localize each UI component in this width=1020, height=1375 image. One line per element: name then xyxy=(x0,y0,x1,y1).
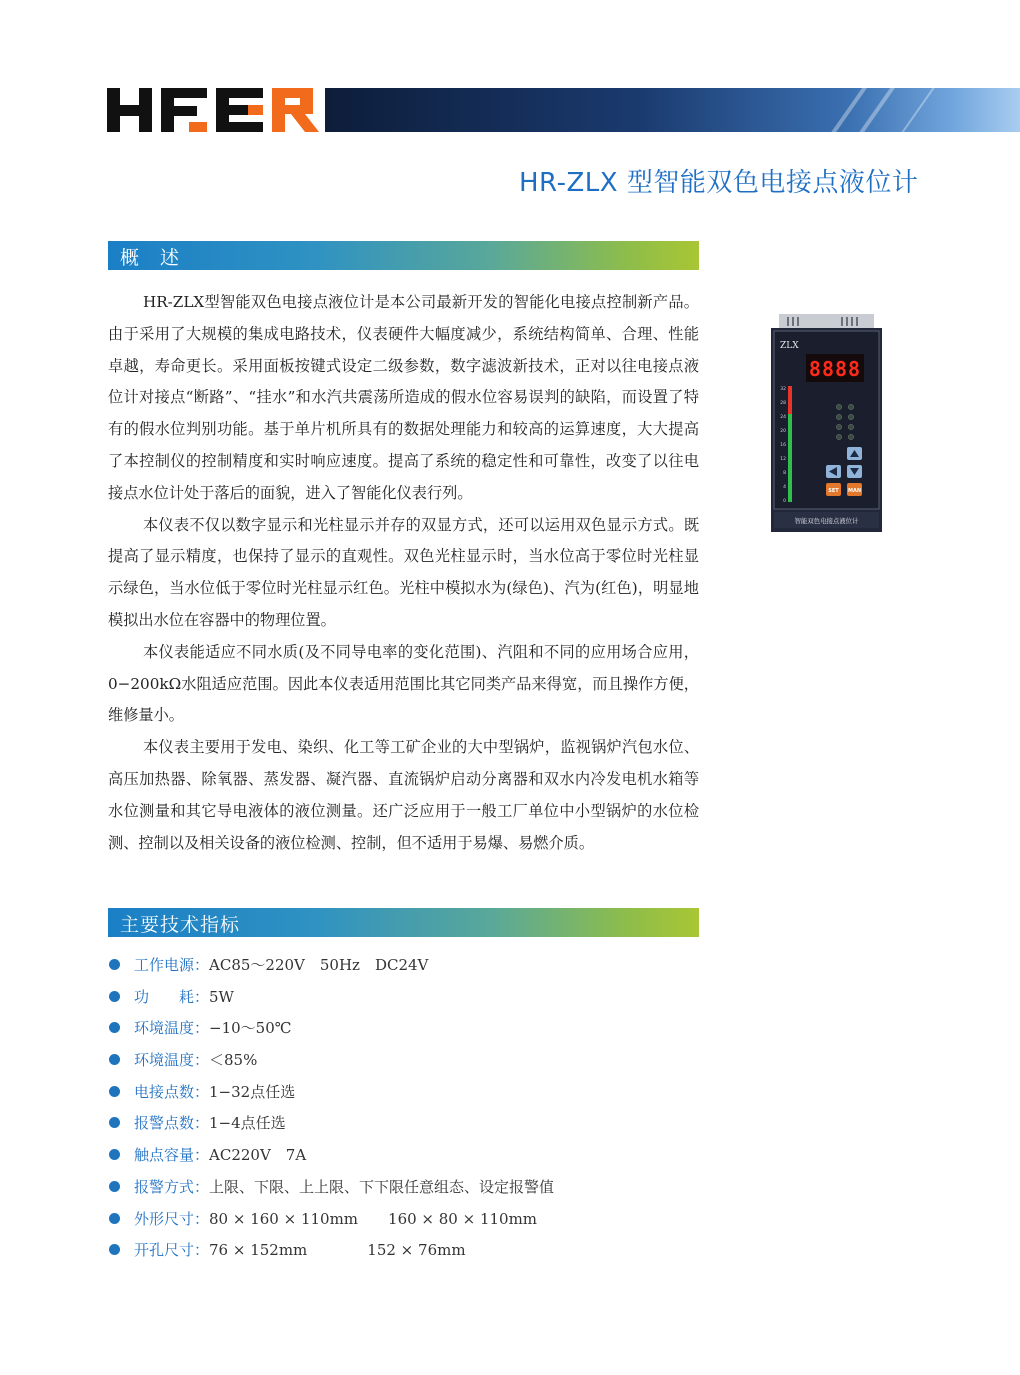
led-display: 8888 xyxy=(808,357,862,381)
overview-heading: 概 述 xyxy=(120,247,181,269)
spec-key: 环境温度： xyxy=(134,1019,210,1038)
spec-item xyxy=(108,1080,708,1112)
specs-section-header xyxy=(108,908,699,937)
overview-paragraph: 本仪表主要用于发电、染织、化工等工矿企业的大中型锅炉，监视锅炉汽包水位、高压加热器、除氧器、蒸发器、凝汽器、直流锅炉启动分离器和双水内冷发电机水箱等水位测量和其它导电液体的液位测量。还广泛应用于一般工厂单位中小型锅炉的水位检测、控制以及相关设备的液位检测、控制，但不适用于易爆、易燃介质。 xyxy=(108,738,699,852)
spec-item xyxy=(108,1238,708,1270)
hfer-logo xyxy=(105,86,323,134)
bullet-icon xyxy=(109,959,120,970)
spec-value: AC220V 7A xyxy=(209,1146,307,1165)
header-banner xyxy=(325,88,1020,132)
bullet-icon xyxy=(109,1117,120,1128)
spec-list xyxy=(108,953,708,1270)
spec-item xyxy=(108,1143,708,1175)
spec-value: AC85～220V 50Hz DC24V xyxy=(209,956,429,974)
bullet-icon xyxy=(109,1022,120,1033)
spec-value: 1−32点任选 xyxy=(209,1082,296,1101)
overview-paragraph: HR-ZLX型智能双色电接点液位计是本公司最新开发的智能化电接点控制新产品。由于采用了大规模的集成电路技术，仪表硬件大幅度减少，系统结构简单、合理、性能卓越，寿命更长。采用面板按键式设定二级参数，数字滤波新技术，正对以往电接点液位计对接点“断路”、“挂水”和水汽共震荡所造成的假水位容易误判的缺陷，而设置了特有的假水位判别功能。基于单片机所具有的数据处理能力和较高的运算速度，大大提高了本控制仪的控制精度和实时响应速度。提高了系统的稳定性和可靠性，改变了以往电接点水位计处于落后的面貌，进入了智能化仪表行列。 xyxy=(108,293,699,502)
spec-value: 76 × 152mm 152 × 76mm xyxy=(209,1241,466,1260)
spec-value: ＜85% xyxy=(209,1051,258,1070)
overview-paragraph: 本仪表不仅以数字显示和光柱显示并存的双显方式，还可以运用双色显示方式。既提高了显示精度，也保持了显示的直观性。双色光柱显示时，当水位高于零位时光柱显示绿色，当水位低于零位时光柱显示红色。光柱中模拟水为(绿色)、汽为(红色)，明显地模拟出水位在容器中的物理位置。 xyxy=(108,515,699,629)
spec-key: 报警点数： xyxy=(134,1114,210,1133)
spec-item xyxy=(108,953,708,985)
bullet-icon xyxy=(109,1244,120,1255)
bullet-icon xyxy=(109,1086,120,1097)
spec-item xyxy=(108,985,708,1017)
spec-value: −10～50℃ xyxy=(209,1019,292,1038)
spec-item xyxy=(108,1207,708,1239)
device-model-label: ZLX xyxy=(780,341,799,351)
bullet-icon xyxy=(109,1213,120,1224)
spec-key: 电接点数： xyxy=(134,1082,210,1101)
spec-key: 开孔尺寸： xyxy=(134,1241,210,1260)
overview-section-header xyxy=(108,241,699,270)
product-title: HR-ZLX 型智能双色电接点液位计 xyxy=(519,168,919,198)
scale-label: 20 xyxy=(780,429,786,434)
spec-key: 工作电源： xyxy=(134,956,210,974)
overview-body xyxy=(108,287,699,859)
scale-label: 8 xyxy=(783,471,786,476)
set-button-label: SET xyxy=(828,488,839,494)
bullet-icon xyxy=(109,1149,120,1160)
scale-label: 28 xyxy=(780,401,786,406)
spec-item xyxy=(108,1048,708,1080)
specs-heading: 主要技术指标 xyxy=(120,914,241,936)
bullet-icon xyxy=(109,991,120,1002)
spec-key: 报警方式： xyxy=(134,1177,210,1196)
device-image xyxy=(771,314,882,532)
spec-value: 80 × 160 × 110mm 160 × 80 × 110mm xyxy=(209,1209,538,1228)
man-button-label: MAN xyxy=(847,488,862,494)
scale-label: 24 xyxy=(780,415,786,420)
spec-item xyxy=(108,1175,708,1207)
spec-item xyxy=(108,1111,708,1143)
overview-paragraph: 本仪表能适应不同水质(及不同导电率的变化范围)、汽阻和不同的应用场合应用，0−200kΩ水阻适应范围。因此本仪表适用范围比其它同类产品来得宽，而且操作方便，维修量小。 xyxy=(108,642,699,725)
spec-key: 环境温度： xyxy=(134,1051,210,1070)
spec-item xyxy=(108,1016,708,1048)
device-caption: 智能双色电接点液位计 xyxy=(794,517,859,525)
scale-label: 16 xyxy=(780,443,786,448)
spec-key: 触点容量： xyxy=(134,1146,210,1165)
bullet-icon xyxy=(109,1181,120,1192)
bullet-icon xyxy=(109,1054,120,1065)
spec-value: 上限、下限、上上限、下下限任意组态、设定报警值 xyxy=(209,1177,555,1196)
spec-value: 5W xyxy=(209,987,234,1006)
scale-label: 4 xyxy=(783,485,786,490)
scale-label: 12 xyxy=(780,457,786,462)
spec-key: 外形尺寸： xyxy=(134,1209,210,1228)
scale-label: 0 xyxy=(783,499,786,504)
spec-value: 1−4点任选 xyxy=(209,1114,286,1133)
spec-key: 功 耗： xyxy=(134,987,210,1006)
scale-label: 32 xyxy=(780,387,786,392)
